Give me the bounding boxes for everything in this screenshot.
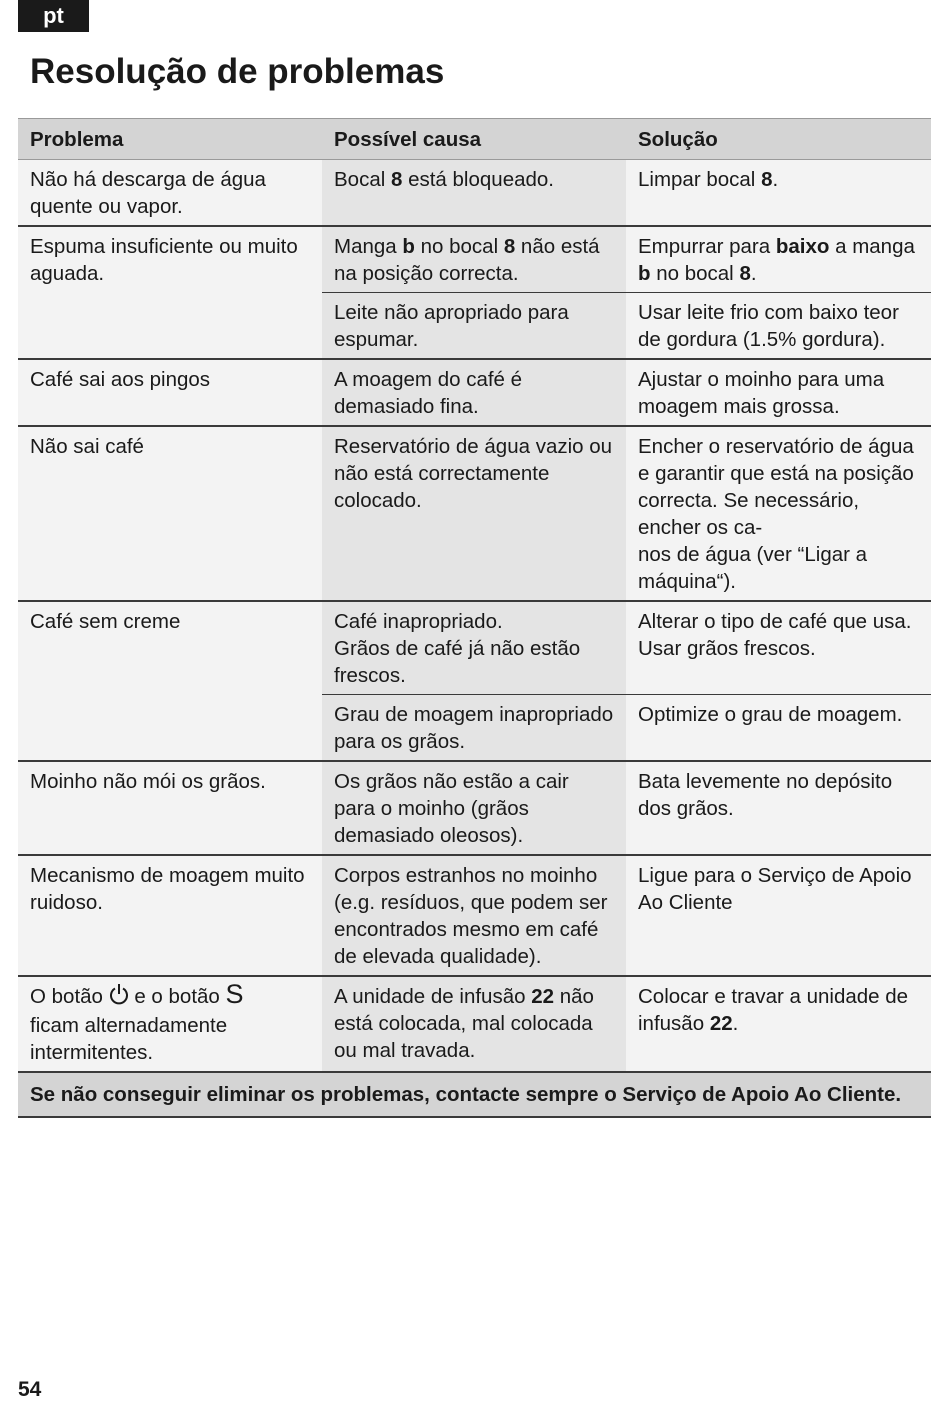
s-button-icon: S	[225, 979, 244, 1009]
solution-cell: Ajustar o moinho para uma moagem mais grossa.	[626, 359, 931, 426]
problem-cell: Não sai café	[18, 426, 322, 601]
problem-cell: Café sai aos pingos	[18, 359, 322, 426]
table-row	[18, 226, 931, 293]
page-title: Resolução de problemas	[30, 52, 445, 91]
solution-cell: Usar leite frio com baixo teor de gordura (1.5% gordura).	[626, 293, 931, 360]
problem-cell: Moinho não mói os grãos.	[18, 761, 322, 855]
table-row	[18, 359, 931, 426]
power-icon	[109, 983, 129, 1012]
solution-cell: Empurrar para baixo a manga b no bocal 8.	[626, 226, 931, 293]
language-tag: pt	[18, 0, 89, 32]
cause-cell: Manga b no bocal 8 não está na posição correcta.	[322, 226, 626, 293]
problem-cell: O botão e o botão S ficam alternadamente intermitentes.	[18, 976, 322, 1072]
problem-cell: Café sem creme	[18, 601, 322, 761]
table-header-row	[18, 119, 931, 160]
header-problem: Problema	[18, 119, 322, 160]
table-row	[18, 426, 931, 601]
solution-cell: Encher o reservatório de água e garantir que está na posição correcta. Se necessário, encher os ca- nos de água (ver “Ligar a máquina“).	[626, 426, 931, 601]
footer-row	[18, 1072, 931, 1117]
cause-cell: A unidade de infusão 22 não está colocada, mal colocada ou mal travada.	[322, 976, 626, 1072]
cause-cell: Café inapropriado. Grãos de café já não estão frescos.	[322, 601, 626, 695]
table-row	[18, 976, 931, 1072]
table-row	[18, 761, 931, 855]
solution-cell: Bata levemente no depósito dos grãos.	[626, 761, 931, 855]
problem-cell: Mecanismo de moagem muito ruidoso.	[18, 855, 322, 976]
cause-cell: Corpos estranhos no moinho (e.g. resíduos, que podem ser encontrados mesmo em café de elevada qualidade).	[322, 855, 626, 976]
table-row	[18, 601, 931, 695]
table-row	[18, 160, 931, 227]
table-row	[18, 855, 931, 976]
cause-cell: Reservatório de água vazio ou não está correctamente colocado.	[322, 426, 626, 601]
header-cause: Possível causa	[322, 119, 626, 160]
footer-note: Se não conseguir eliminar os problemas, contacte sempre o Serviço de Apoio Ao Cliente.	[18, 1072, 931, 1117]
header-solution: Solução	[626, 119, 931, 160]
problem-cell: Espuma insuficiente ou muito aguada.	[18, 226, 322, 359]
cause-cell: A moagem do café é demasiado fina.	[322, 359, 626, 426]
cause-cell: Bocal 8 está bloqueado.	[322, 160, 626, 227]
cause-cell: Os grãos não estão a cair para o moinho (grãos demasiado oleosos).	[322, 761, 626, 855]
page-number: 54	[18, 1378, 42, 1401]
solution-cell: Ligue para o Serviço de Apoio Ao Cliente	[626, 855, 931, 976]
solution-cell: Optimize o grau de moagem.	[626, 695, 931, 762]
solution-cell: Limpar bocal 8.	[626, 160, 931, 227]
solution-cell: Colocar e travar a unidade de infusão 22.	[626, 976, 931, 1072]
problem-cell: Não há descarga de água quente ou vapor.	[18, 160, 322, 227]
cause-cell: Grau de moagem inapropriado para os grãos.	[322, 695, 626, 762]
troubleshooting-table	[18, 118, 931, 1118]
solution-cell: Alterar o tipo de café que usa. Usar grãos frescos.	[626, 601, 931, 695]
cause-cell: Leite não apropriado para espumar.	[322, 293, 626, 360]
